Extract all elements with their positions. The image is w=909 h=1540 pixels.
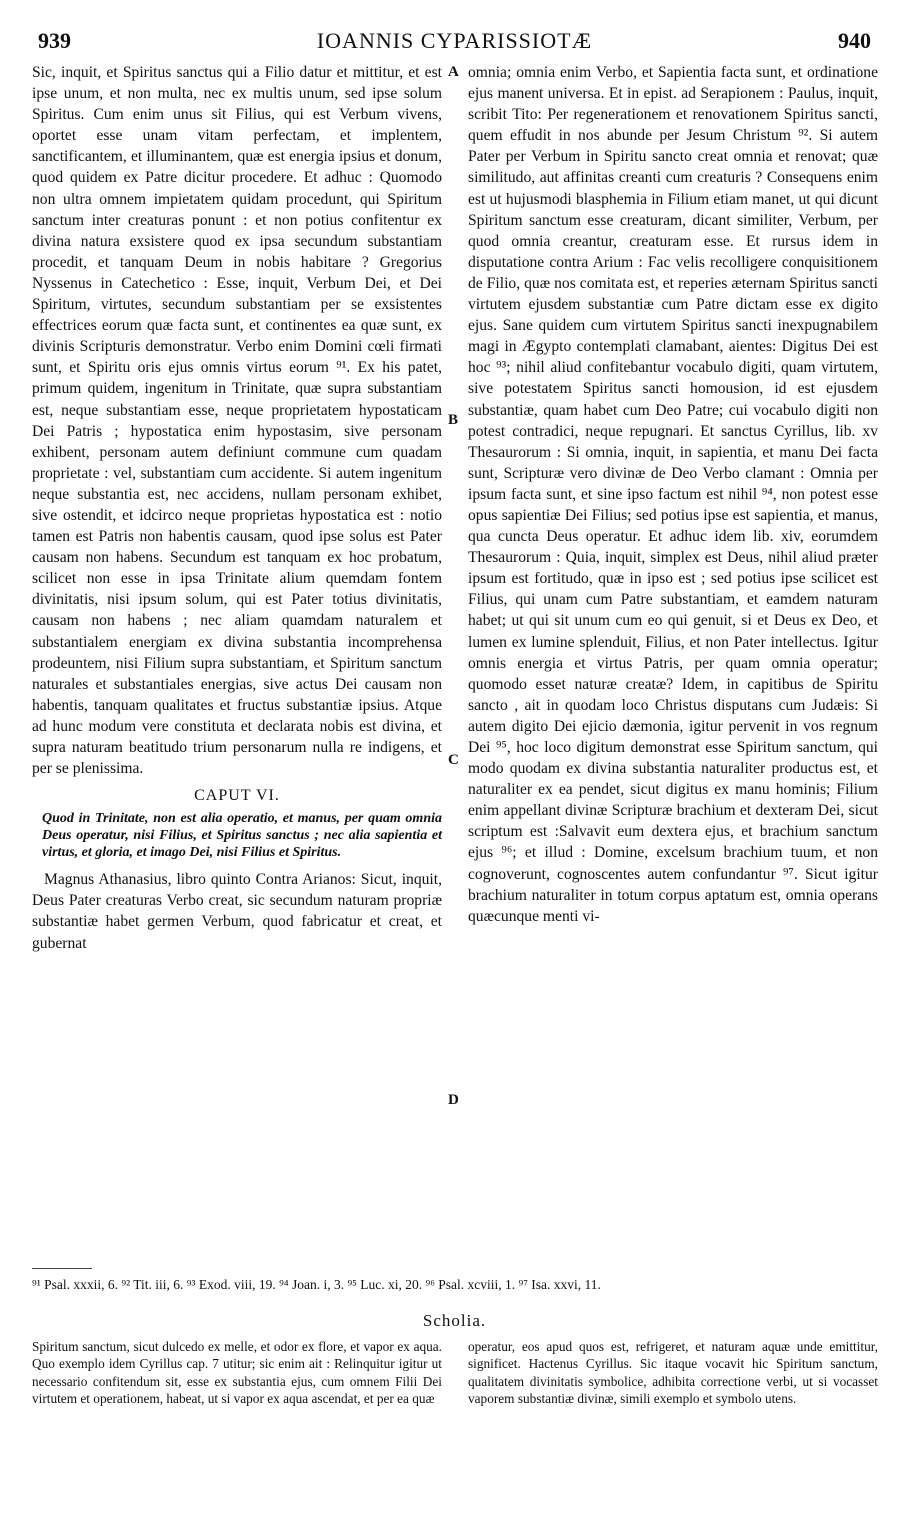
- footnote-text: ⁹¹ Psal. xxxii, 6. ⁹² Tit. iii, 6. ⁹³ Exod. viii, 19. ⁹⁴ Joan. i, 3. ⁹⁵ Luc. xi, 20. ⁹⁶ Psal. xcviii, 1. ⁹⁷ Isa. xxvi, 11.: [32, 1277, 601, 1292]
- running-header: [38, 28, 871, 62]
- margin-marker-c: C: [448, 752, 459, 768]
- margin-marker-a: A: [448, 64, 459, 80]
- page-number-right: 940: [838, 28, 871, 53]
- scholia-left-column: Spiritum sanctum, sicut dulcedo ex melle, et odor ex flore, et vapor ex aqua. Quo exemplo idem Cyrillus cap. 7 utitur; sic enim ait : Relinquitur igitur ut necessario confitendum sit, esse ex substantia ejus, cum omnem Filii Dei virtutem et operationem, habeat, ut si vapor ex aqua ascendat, et per ea quæ: [32, 1339, 442, 1407]
- left-column: [32, 62, 442, 954]
- scholia-heading: Scholia.: [422, 1311, 487, 1330]
- running-title: IOANNIS CYPARISSIOTÆ: [316, 28, 593, 53]
- footnote-rule: [32, 1268, 92, 1269]
- body-paragraph: omnia; omnia enim Verbo, et Sapientia facta sunt, et ordinatione ejus manent universa. Et in epist. ad Serapionem : Paulus, inquit, scribit Tito: Per regenerationem et renovationem Spiritus sancti, quem effudit in nos abunde per Jesum Christum ⁹². Si autem Pater per Verbum in Spiritu sancto creat omnia et renovat; quæ similitudo, aut affinitas creanti cum creaturis ? Consequens enim est ut hujusmodi blasphemia in Filium etiam manet, ut qui dicunt Spiritum sanctum esse creaturam, dicant similiter, Verbum, per quod omnia creantur, creaturam esse. Et rursus idem in disputatione contra Arium : Fac velis recolligere conquisitionem de Filio, quæ nos comitata est, et reperies æternam Spiritus sancti virtutem ejusdem substantiæ cum Patre dictam esse ex digito ejus. Sane quidem cum virtutem Spiritus sancti inexpugnabilem magi in Ægypto contemplati clamabant, aientes: Digitus Dei est hoc ⁹³; nihil aliud confitebantur vocabulo digiti, quam virtutem, sive potestatem Spiritus sancti homousion, id est ejusdem substantiæ, quam habet cum Deo Patre; cui vocabulo digiti non potest contradici, neque repugnari. Et sanctus Cyrillus, lib. xv Thesaurorum : Si omnia, inquit, in sapientia, et manu Dei facta sunt, Scripturæ vero divinæ de Deo Verbo clamant : Omnia per ipsum facta sunt, et sine ipso factum est nihil ⁹⁴, non potest esse opus sapientiæ Dei Filius; sed potius ipse est sapientia, et manus, qua cuncta Deus operatur. Et adhuc idem lib. xiv, eorumdem Thesaurorum : Quia, inquit, simplex est Deus, nihil aliud præter ipsum est fortitudo, quæ in ipso est ; sed potius ipse scilicet est Filius, qui unam cum Patre substantiam, et eamdem naturam habet; ut qui sit unum cum eo qui genuit, si et Deus ex Deo, et lumen ex lumine splenduit, Filius, et non Pater intellectus. Igitur omnis energia et virtus Patris, per quam omnia operatur; quomodo esset naturæ creatæ? Idem, in capitibus de Spiritu sancto , ait in quodam loco Christus disputans cum Judæis: Si autem digito Dei ejicio dæmonia, igitur pervenit in vos regnum Dei ⁹⁵, hoc loco digitum demonstrat esse Spiritum sanctum, qui modo quodam ex divina substantia naturaliter productus est, et naturaliter ex ea pendet, sicut digitus ex manu hominis; Filium enim appellant divinæ Scripturæ brachium et dexteram Dei, sicut scriptum est :Salvavit eum dextera ejus, et brachium sanctum ejus ⁹⁶; et illud : Domine, excelsum brachium tuum, et non cognoverunt, cognoscentes autem confundantur ⁹⁷. Sicut igitur brachium naturaliter in totum corpus aptatum est, omnia operans quæcunque menti vi-: [468, 64, 878, 925]
- footnotes: [32, 1272, 877, 1294]
- chapter-heading: CAPUT VI.: [194, 787, 280, 805]
- margin-marker-b: B: [448, 412, 459, 428]
- right-column: [468, 62, 878, 927]
- body-paragraph: Sic, inquit, et Spiritus sanctus qui a Filio datur et mittitur, et est ipse unum, et non multa, nec ex multis unum, sed ipse solum Spiritus. Cum enim unus sit Filius, qui est Verbum vivens, oportet esse unam vitam perfectam, et implentem, sanctificantem, et illuminantem, quæ est energia ipsius et donum, quod quidem ex Patre dicitur procedere. Et adhuc : Quomodo non ultra omnem impietatem quidam procedunt, qui Spiritum sanctum inter creaturas ponunt : et non potius confitentur ex divina natura exsistere quod ex ipsa secundum substantiam procedit, et tanquam Deum in nobis habitare ? Gregorius Nyssenus in Catechetico : Esse, inquit, Verbum Dei, et Dei Spiritum, virtutes, secundum substantiam per se exsistentes effectrices eorum quæ facta sunt, et continentes ea quæ sunt, ex divinis Scripturis demonstratur. Verbo enim Domini cœli firmati sunt, et Spiritu oris ejus omnis virtus eorum ⁹¹. Ex his patet, primum quidem, ingenitum in Trinitate, quæ supra substantiam est, neque substantiam esse, neque proprietatem hypostaticam Dei Patris ; hypostatica enim hypostasim, sive personam exhibent, personam autem definiunt commune cum quadam proprietate : vel, substantiam cum accidente. Si autem ingenitum neque substantia est, nec accidens, nullam personam exhibet, sive ostendit, et idcirco neque proprietas hypostatica est : notio tamen est Patris non habentis causam, quod ipse solus est Pater causam non habens. Secundum est tanquam ex hoc probatum, scilicet non esse in ipsa Trinitate alium quemdam fontem divinitatis, nisi ipsum solum, qui est Pater totius divinitatis, causam non habens ; nec aliam quamdam naturalem et substantialem energiam ex divina substantia incomprehensa prodeuntem, nisi Filium supra substantiam, et Spiritum sanctum naturales et substantiales energias, sive actus Dei causam non habentis, tanquam qualitates et fructus substantiæ ipsius. Atque ad hunc modum vere constituta et declarata nobis est divina, et supra naturam beatitudo trium personarum nulla re indigens, et per se plenissima.: [32, 64, 442, 778]
- scholia-right-column: operatur, eos apud quos est, refrigeret, et naturam aquæ unde emittitur, significet. Hactenus Cyrillus. Sic itaque vocavit hic Spiritum sanctum, qualitatem divinitatis symbolice, adhibita correctione verbi, ut si vocasset vaporem substantiæ divinæ, simili exemplo et symbolo utens.: [468, 1339, 878, 1407]
- chapter-summary: Quod in Trinitate, non est alia operatio, et manus, per quam omnia Deus operatur, nisi Filius, et Spiritus sanctus ; nec alia sapientia et virtus, et gloria, et imago Dei, nisi Filius et Spiritus.: [42, 811, 442, 861]
- body-paragraph: Magnus Athanasius, libro quinto Contra Arianos: Sicut, inquit, Deus Pater creaturas Verbo creat, sic secundum naturam propriæ substantiæ habet germen Verbum, quod fabricatur et creat, et gubernat: [32, 871, 442, 952]
- margin-marker-d: D: [448, 1092, 459, 1108]
- page-number-left: 939: [38, 28, 71, 53]
